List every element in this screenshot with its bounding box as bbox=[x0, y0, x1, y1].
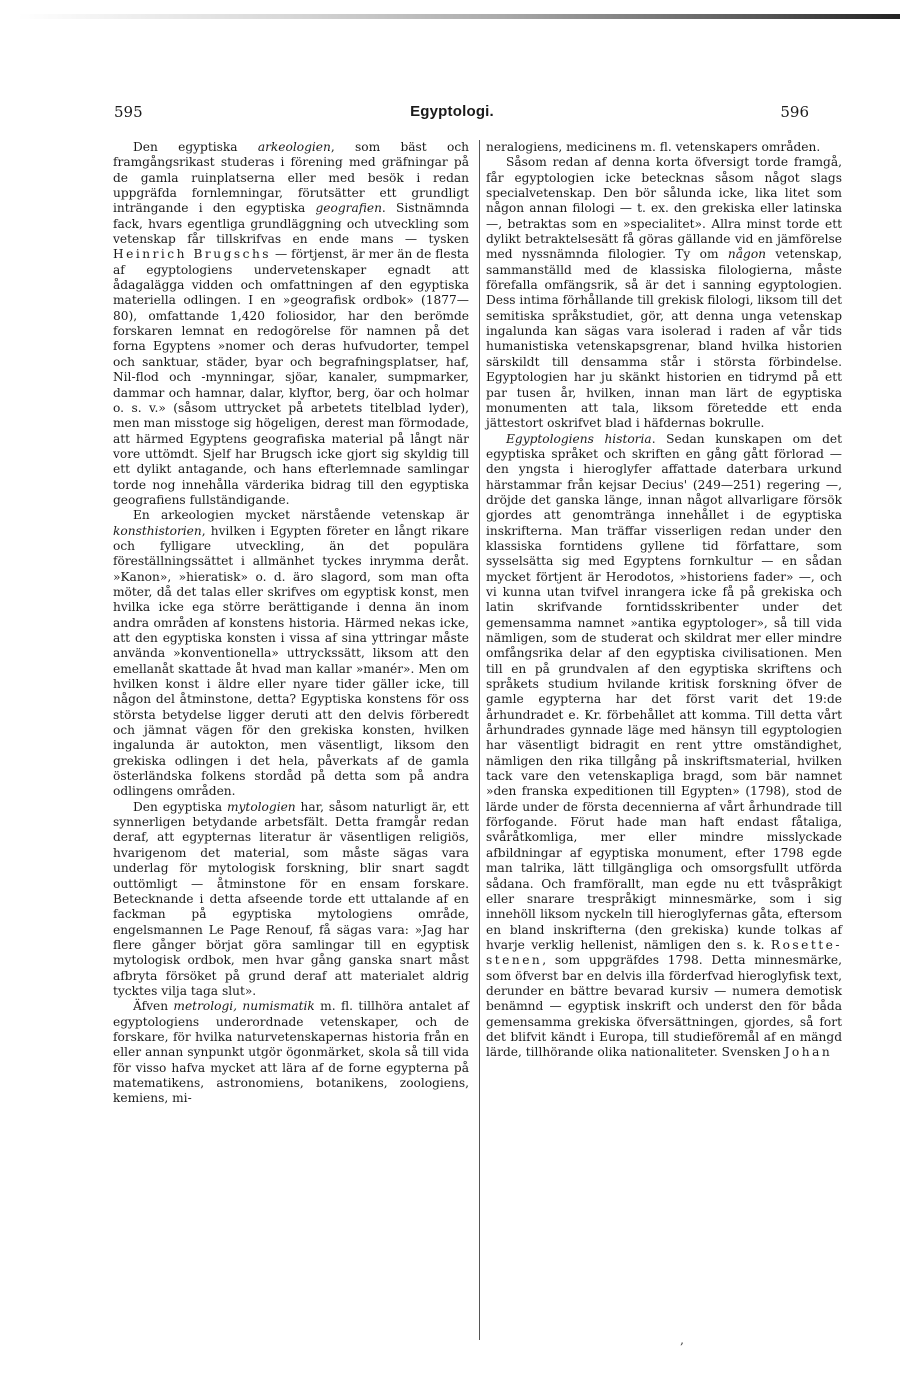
paragraph-mytologi: Den egyptiska mytologien har, såsom naturligt är, ett synnerligen betydande arbetsfält. Detta framgår redan deraf, att egypternas literatur är väsentligen religiös, hvarigenom det material, som måste sägas vara underlag för mytologisk forskning, blir snart sagdt outtömligt — åtminstone för en ensam forskare. Betecknande i detta afseende torde ett uttalande af en fackman på egyptiska mytologiens område, engelsmannen Le Page Renouf, få sägas vara: »Jag har flere gånger börjat göra samlingar till en egyptisk mytologisk ordbok, men hvar gång ganska snart måst afbryta försöket på grund deraf att materialet aldrig tycktes vilja taga slut». bbox=[113, 799, 469, 998]
scan-edge-artifact bbox=[18, 14, 900, 19]
page-title: Egyptologi. bbox=[410, 103, 494, 120]
column-divider bbox=[479, 140, 480, 1340]
paragraph-egyptologiens-historia: Egyptologiens historia. Sedan kunskapen om det egyptiska språket och skriften en gång gått förlorad — den yngsta i hieroglyfer affattade daterbara urkund härstammar från kejsar Decius' (249—251) regering —, dröjde det ganska länge, innan något allvarligare försök gjordes att genomtränga innehållet i de egyptiska inskrifterna. Man träffar visserligen redan under den klassiska forntidens gyllene tid författare, som sysselsätta sig med Egyptens fornkultur — en sådan mycket förtjent är Herodotos, »historiens fader» —, och vi kunna utan tvifvel inrangera icke få på grekiska och latin skrifvande forntidsskribenter under det gemensamma namnet »antika egyptologer», så till vida nämligen, som de studerat och skildrat mer eller mindre omfångsrika delar af den egyptiska civilisationen. Men till en på grundvalen af den egyptiska skriftens och språkets studium hvilande kritisk forskning öfver de gamle egypterna har det först varit det 19:de århundradet e. Kr. förbehållet att komma. Till detta vårt århundrades gynnade läge med hänsyn till egyptologien har väsentligt bidragit en rent yttre omständighet, nämligen den rika tillgång på inskriftsmaterial, hvilken tack vare den vetenskapliga bragd, som bär namnet »den franska expeditionen till Egypten» (1798), stod de lärde under de första decennierna af vårt århundrade till förfogande. Förut hade man haft endast fåtaliga, svåråtkomliga, mer eller mindre misslyckade afbildningar af egyptiska monument, efter 1798 egde man talrika, lätt tillgängliga och omsorgsfullt utförda sådana. Och framförallt, man egde nu ett tvåspråkigt eller snarare trespråkigt minnesmärke, som i sig innehöll liksom nyckeln till hieroglyfernas gåta, eftersom en bland inskrifterna (den grekiska) kunde tolkas af hvarje verklig hellenist, nämligen den s. k. Rosette-stenen, som uppgräfdes 1798. Detta minnesmärke, som öfverst bar en delvis illa förderfvad hieroglyfisk text, derunder en bättre bevarad kursiv — numera demotisk benämnd — egyptisk inskrift och underst den för båda gemensamma grekiska öfversättningen, gjordes, så fort det blifvit kändt i Europa, till studieföremål af en mängd lärde, tillhörande olika nationaliteter. Svensken Johan bbox=[486, 431, 842, 1060]
page-number-left: 595 bbox=[114, 103, 143, 121]
paragraph-continuation: neralogiens, medicinens m. fl. vetenskapers områden. bbox=[486, 140, 821, 154]
paragraph-egyptologi-status: Såsom redan af denna korta öfversigt torde framgå, får egyptologien icke betecknas såsom något slags specialvetenskap. Den bör sålunda icke, lika litet som någon annan filologi — t. ex. den grekiska eller latinska —, betraktas som en »specialitet». Allra minst torde ett dylikt betraktelsesätt få göras gällande vid en jämförelse med nyssnämnda filologier. Ty om någon vetenskap, sammanställd med de klassiska filologierna, måste förefalla omfängsrik, så är det i sanning egyptologien. Dess intima förhållande till grekisk filologi, liksom till det semitiska språkstudiet, gör, att denna unga vetenskap ingalunda kan sägas vara isolerad i raden af vår tids humanistiska vetenskapsgrenar, bland hvilka historien särskildt till densamma står i största förbindelse. Egyptologien har ju skänkt historien en tidrymd på ett par tusen år, hvilken, innan man lärt de egyptiska monumenten att tala, liksom företedde ett enda jättestort oskrifvet blad i häfdernas bokrulle. bbox=[486, 155, 842, 431]
page-number-right: 596 bbox=[780, 103, 809, 121]
paragraph-arkeologi: Den egyptiska arkeologien, som bäst och framgångsrikast studeras i förening med gräfningar på de gamla ruinplatserna eller med besök i redan uppgräfda fornlemningar, förutsätter ett grundligt inträngande i den egyptiska geografien. Sistnämnda fack, hvars egentliga grundläggning och utveckling som vetenskap får tillskrifvas en ende mans — tysken Heinrich Brugschs — förtjenst, är mer än de flesta af egyptologiens undervetenskaper egnadt att ådagalägga vidden och omfattningen af den egyptiska materiella odlingen. I en »geografisk ordbok» (1877—80), omfattande 1,420 foliosidor, har den berömde forskaren lemnat en redogörelse för namnen på det forna Egyptens »nomer och deras hufvudorter, tempel och sanktuar, städer, byar och begrafningsplatser, haf, Nil-flod och -mynningar, sjöar, kanaler, sumpmarker, dammar och hamnar, dalar, klyftor, berg, öar och holmar o. s. v.» (såsom uttrycket på arbetets titelblad lyder), men man misstoge sig högeligen, derest man förmodade, att härmed Egyptens geografiska material på långt när vore uttömdt. Sjelf har Brugsch icke gjort sig skyldig till ett dylikt antagande, och hans efterlemnade samlingar torde nog innehålla värderika bidrag till den egyptiska geografiens fullständigande. bbox=[113, 140, 470, 507]
right-column bbox=[486, 140, 842, 1061]
paragraph-metrologi: Äfven metrologi, numismatik m. fl. tillhöra antalet af egyptologiens underordnade vetenskaper, och de forskare, för hvilka naturvetenskapernas historia från en eller annan synpunkt utgör ögonmärket, skola så till vida för visso hafva mycket att lära af de forne egypterna på matematikens, astronomiens, botanikens, zoologiens, kemiens, mi- bbox=[113, 999, 469, 1106]
left-column bbox=[113, 140, 469, 1107]
paragraph-konsthistoria: En arkeologien mycket närstående vetenskap är konsthistorien, hvilken i Egypten företer en långt rikare och fylligare utveckling, än det populära föreställningssättet i allmänhet tyckes inrymma deråt. »Kanon», »hieratisk» o. d. äro slagord, som man ofta möter, då det talas eller skrifves om egyptisk konst, men hvilka icke ega större berättigande i denna än inom andra områden af konstens historia. Härmed nekas icke, att den egyptiska konsten i vissa af sina yttringar måste använda »konventionella» uttryckssätt, liksom att den emellanåt skattade åt hvad man kallar »manér». Men om hvilken konst i äldre eller nyare tider gäller icke, till någon del åtminstone, detta? Egyptiska konstens för oss största betydelse ligger deruti att den delvis förberedt och jämnat vägen för den grekiska konsten, hvilken ingalunda är autokton, men väsentligt, liksom den grekiska odlingen i det hela, påverkats af de gamla österländska folkens stordåd på detta som på andra odlingens områden. bbox=[113, 508, 469, 799]
footer-mark: ‚ bbox=[680, 1333, 684, 1347]
